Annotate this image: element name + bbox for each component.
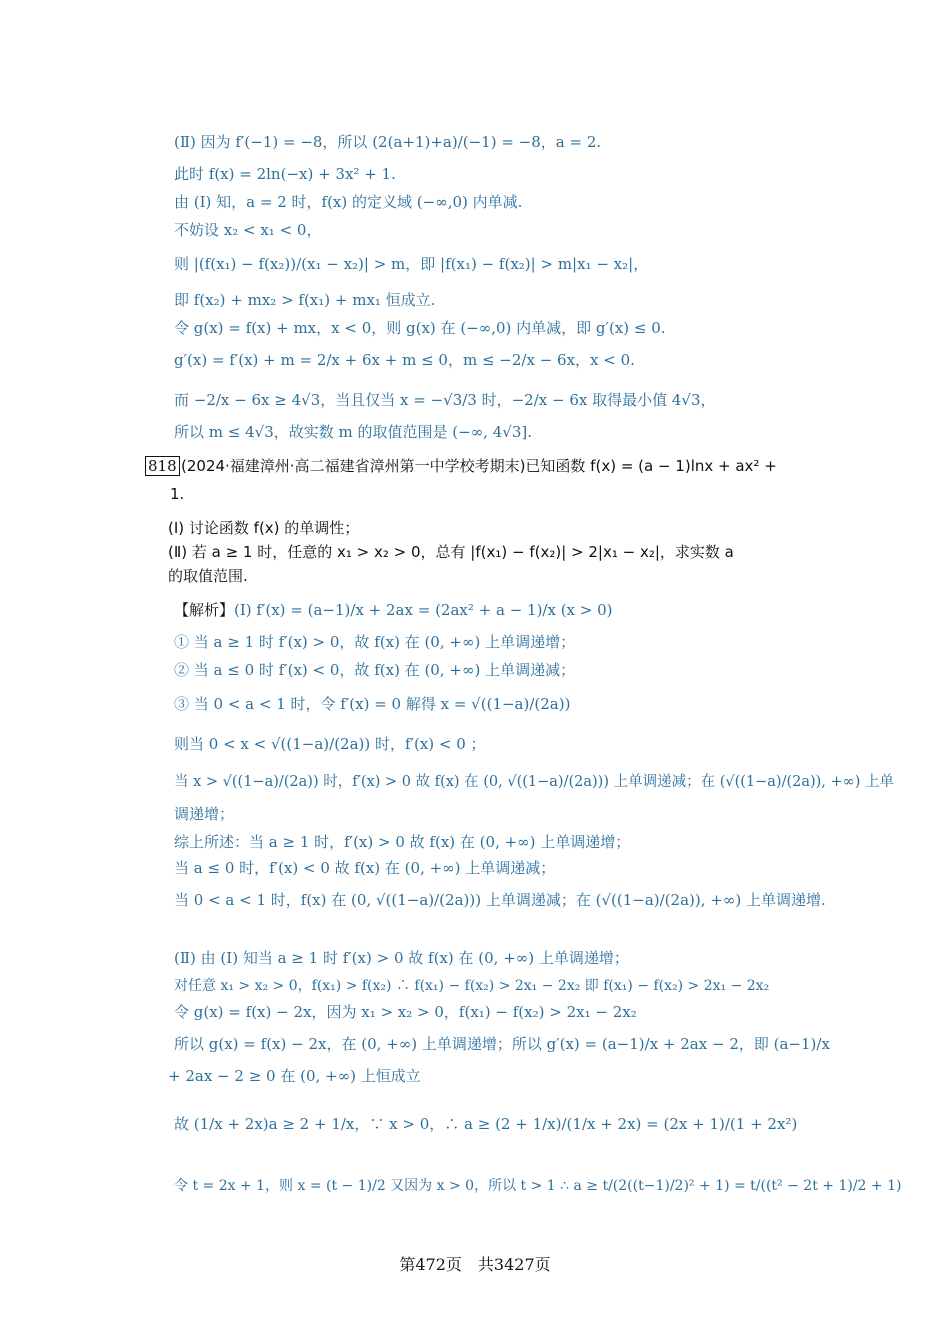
prev-line-8: g′(x) = f′(x) + m = 2/x + 6x + m ≤ 0，m ≤ −2/x − 6x，x < 0.	[174, 351, 635, 369]
problem-stem: (2024·福建漳州·高二福建省漳州第一中学校考期末)已知函数 f(x) = (a − 1)lnx + ax² +	[181, 457, 777, 475]
prev-line-4: 不妨设 x₂ < x₁ < 0，	[174, 221, 322, 239]
solution-line-6: 当 x > √((1−a)/(2a)) 时，f′(x) > 0 故 f(x) 在 (0, √((1−a)/(2a))) 上单调递减；在 (√((1−a)/(2a)), +∞) 上单	[174, 774, 895, 790]
question-2-cont: 的取值范围.	[168, 567, 248, 585]
solution-line-4: ③ 当 0 < a < 1 时，令 f′(x) = 0 解得 x = √((1−a)/(2a))	[174, 695, 571, 713]
part2-line-5: + 2ax − 2 ≥ 0 在 (0, +∞) 上恒成立	[168, 1067, 421, 1085]
solution-line-7: 综上所述：当 a ≥ 1 时，f′(x) > 0 故 f(x) 在 (0, +∞) 上单调递增；	[174, 833, 631, 851]
prev-line-7: 令 g(x) = f(x) + mx，x < 0，则 g(x) 在 (−∞,0) 内单减，即 g′(x) ≤ 0.	[174, 319, 666, 337]
question-2: (Ⅱ) 若 a ≥ 1 时，任意的 x₁ > x₂ > 0，总有 |f(x₁) − f(x₂)| > 2|x₁ − x₂|，求实数 a	[168, 543, 734, 561]
part2-line-3: 令 g(x) = f(x) − 2x，因为 x₁ > x₂ > 0，f(x₁) − f(x₂) > 2x₁ − 2x₂	[174, 1003, 637, 1021]
part2-line-6: 故 (1/x + 2x)a ≥ 2 + 1/x，∵ x > 0，∴ a ≥ (2 + 1/x)/(1/x + 2x) = (2x + 1)/(1 + 2x²)	[174, 1115, 798, 1133]
problem-stem-cont: 1.	[170, 485, 185, 503]
solution-tag: 【解析】	[174, 601, 235, 619]
solution-line-6-cont: 调递增；	[174, 805, 235, 823]
solution-line-1	[174, 600, 613, 620]
prev-line-2: 此时 f(x) = 2ln(−x) + 3x² + 1.	[174, 165, 396, 183]
prev-line-3: 由 (Ⅰ) 知，a = 2 时，f(x) 的定义域 (−∞,0) 内单减.	[174, 193, 523, 211]
prev-line-1: (Ⅱ) 因为 f′(−1) = −8，所以 (2(a+1)+a)/(−1) = −8，a = 2.	[174, 133, 602, 151]
part2-line-2: 对任意 x₁ > x₂ > 0，f(x₁) > f(x₂) ∴ f(x₁) − f(x₂) > 2x₁ − 2x₂ 即 f(x₁) − f(x₂) > 2x₁ − 2x₂	[174, 978, 770, 994]
solution-line-5: 则当 0 < x < √((1−a)/(2a)) 时，f′(x) < 0 ；	[174, 735, 486, 753]
solution-line-9: 当 0 < a < 1 时，f(x) 在 (0, √((1−a)/(2a))) 上单调递减；在 (√((1−a)/(2a)), +∞) 上单调递增.	[174, 891, 826, 909]
solution-line-2: ① 当 a ≥ 1 时 f′(x) > 0，故 f(x) 在 (0, +∞) 上单调递增；	[174, 633, 576, 651]
solution-derivative: (Ⅰ) f′(x) = (a−1)/x + 2ax = (2ax² + a − 1)/x (x > 0)	[234, 601, 613, 619]
part2-line-7: 令 t = 2x + 1，则 x = (t − 1)/2 又因为 x > 0，所以 t > 1 ∴ a ≥ t/(2((t−1)/2)² + 1) = t/((t² − 2t + 1)/2 + 1)	[174, 1178, 902, 1194]
prev-line-9: 而 −2/x − 6x ≥ 4√3，当且仅当 x = −√3/3 时，−2/x − 6x 取得最小值 4√3，	[174, 391, 716, 409]
solution-line-8: 当 a ≤ 0 时，f′(x) < 0 故 f(x) 在 (0, +∞) 上单调递减；	[174, 859, 556, 877]
part2-line-4: 所以 g(x) = f(x) − 2x，在 (0, +∞) 上单调递增；所以 g′(x) = (a−1)/x + 2ax − 2，即 (a−1)/x	[174, 1035, 830, 1053]
page-footer: 第472页 共3427页	[399, 1255, 551, 1274]
prev-line-5: 则 |(f(x₁) − f(x₂))/(x₁ − x₂)| > m，即 |f(x₁) − f(x₂)| > m|x₁ − x₂|，	[174, 255, 649, 273]
part2-line-1: (Ⅱ) 由 (Ⅰ) 知当 a ≥ 1 时 f′(x) > 0 故 f(x) 在 (0, +∞) 上单调递增；	[174, 949, 629, 967]
problem-number: 818	[145, 456, 180, 476]
prev-line-10: 所以 m ≤ 4√3，故实数 m 的取值范围是 (−∞, 4√3].	[174, 423, 532, 441]
solution-line-3: ② 当 a ≤ 0 时 f′(x) < 0，故 f(x) 在 (0, +∞) 上单调递减；	[174, 661, 576, 679]
prev-line-6: 即 f(x₂) + mx₂ > f(x₁) + mx₁ 恒成立.	[174, 291, 436, 309]
question-1: (Ⅰ) 讨论函数 f(x) 的单调性；	[168, 519, 360, 537]
